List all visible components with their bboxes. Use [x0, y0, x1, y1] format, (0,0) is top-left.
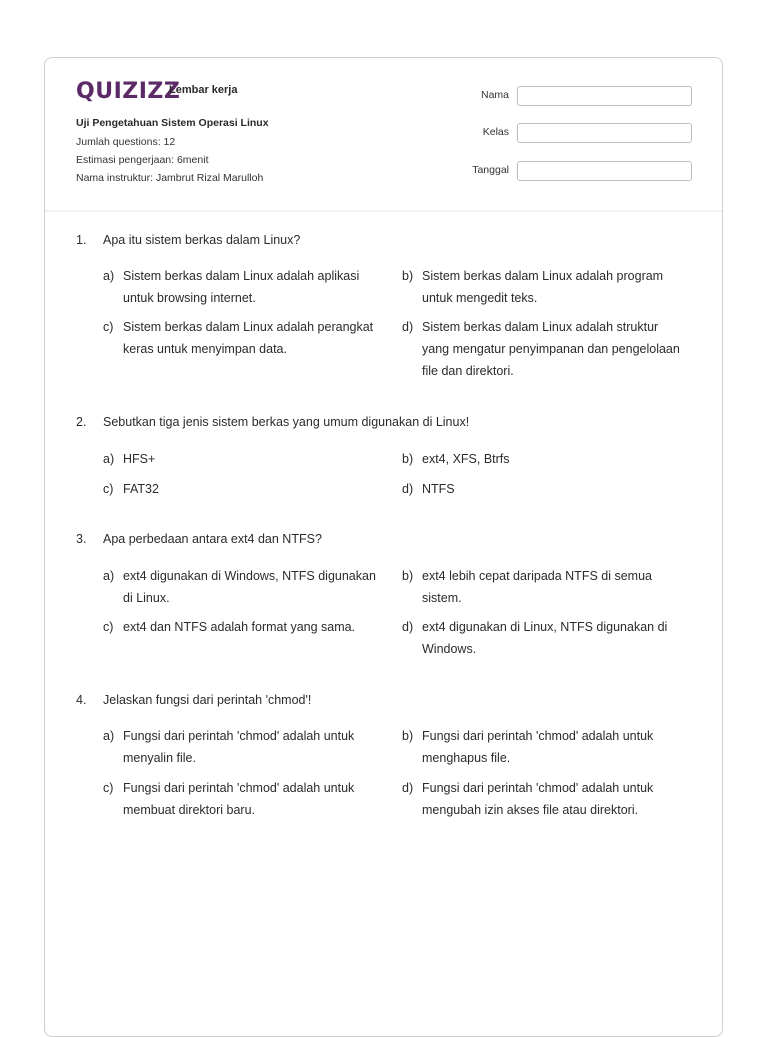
option-letter: a)	[103, 269, 115, 283]
option-text: ext4 dan NTFS adalah format yang sama.	[123, 620, 356, 634]
date-label: Tanggal	[472, 164, 509, 176]
question-count: Jumlah questions: 12	[76, 136, 176, 148]
option-letter: c)	[103, 620, 114, 634]
option-letter: c)	[103, 482, 114, 496]
option-letter: b)	[402, 269, 414, 283]
option-text: FAT32	[123, 482, 159, 496]
option-text: Sistem berkas dalam Linux adalah struktur yang mengatur penyimpanan dan pengelolaan file dan direktori.	[422, 320, 680, 378]
option-letter: d)	[402, 620, 414, 634]
class-label: Kelas	[482, 126, 509, 138]
option-text: Sistem berkas dalam Linux adalah aplikasi untuk browsing internet.	[123, 269, 360, 305]
option-letter: a)	[103, 452, 115, 466]
name-label: Nama	[480, 89, 509, 101]
question-text: Apa perbedaan antara ext4 dan NTFS?	[103, 532, 322, 546]
option-text: Fungsi dari perintah 'chmod' adalah untuk menyalin file.	[123, 729, 355, 765]
class-field[interactable]	[517, 123, 692, 143]
header-divider	[45, 210, 722, 213]
time-estimate: Estimasi pengerjaan: 6menit	[76, 154, 209, 166]
question-number: 1.	[76, 233, 87, 247]
option-letter: b)	[402, 452, 414, 466]
option-text: ext4, XFS, Btrfs	[422, 452, 510, 466]
option-letter: d)	[402, 482, 414, 496]
option-letter: c)	[103, 781, 114, 795]
quiz-title: Uji Pengetahuan Sistem Operasi Linux	[76, 117, 269, 129]
option-text: Fungsi dari perintah 'chmod' adalah untuk membuat direktori baru.	[123, 781, 355, 817]
option-letter: d)	[402, 781, 414, 795]
option-text: ext4 lebih cepat daripada NTFS di semua sistem.	[422, 569, 652, 605]
date-field[interactable]	[517, 161, 692, 181]
option-letter: b)	[402, 729, 414, 743]
option-text: NTFS	[422, 482, 455, 496]
question-text: Jelaskan fungsi dari perintah 'chmod'!	[103, 693, 312, 707]
question-number: 2.	[76, 415, 87, 429]
option-text: Sistem berkas dalam Linux adalah program untuk mengedit teks.	[422, 269, 664, 305]
question-number: 4.	[76, 693, 87, 707]
quizizz-logo: QUIZIZZ	[76, 79, 181, 104]
option-letter: a)	[103, 569, 115, 583]
question-text: Sebutkan tiga jenis sistem berkas yang umum digunakan di Linux!	[103, 415, 470, 429]
instructor-name: Nama instruktur: Jambrut Rizal Marulloh	[76, 172, 264, 184]
doc-type-label: Lembar kerja	[169, 84, 238, 96]
worksheet-header	[45, 58, 722, 211]
option-text: Fungsi dari perintah 'chmod' adalah untuk menghapus file.	[422, 729, 654, 765]
worksheet-page	[44, 57, 723, 1037]
option-letter: a)	[103, 729, 115, 743]
option-text: ext4 digunakan di Windows, NTFS digunakan di Linux.	[123, 569, 376, 605]
name-field[interactable]	[517, 86, 692, 106]
question-number: 3.	[76, 532, 87, 546]
option-text: ext4 digunakan di Linux, NTFS digunakan di Windows.	[422, 620, 668, 656]
option-letter: c)	[103, 320, 114, 334]
option-text: Sistem berkas dalam Linux adalah perangkat keras untuk menyimpan data.	[123, 320, 374, 356]
option-text: Fungsi dari perintah 'chmod' adalah untuk mengubah izin akses file atau direktori.	[422, 781, 654, 817]
option-letter: b)	[402, 569, 414, 583]
question-text: Apa itu sistem berkas dalam Linux?	[103, 233, 301, 247]
option-text: HFS+	[123, 452, 156, 466]
option-letter: d)	[402, 320, 414, 334]
